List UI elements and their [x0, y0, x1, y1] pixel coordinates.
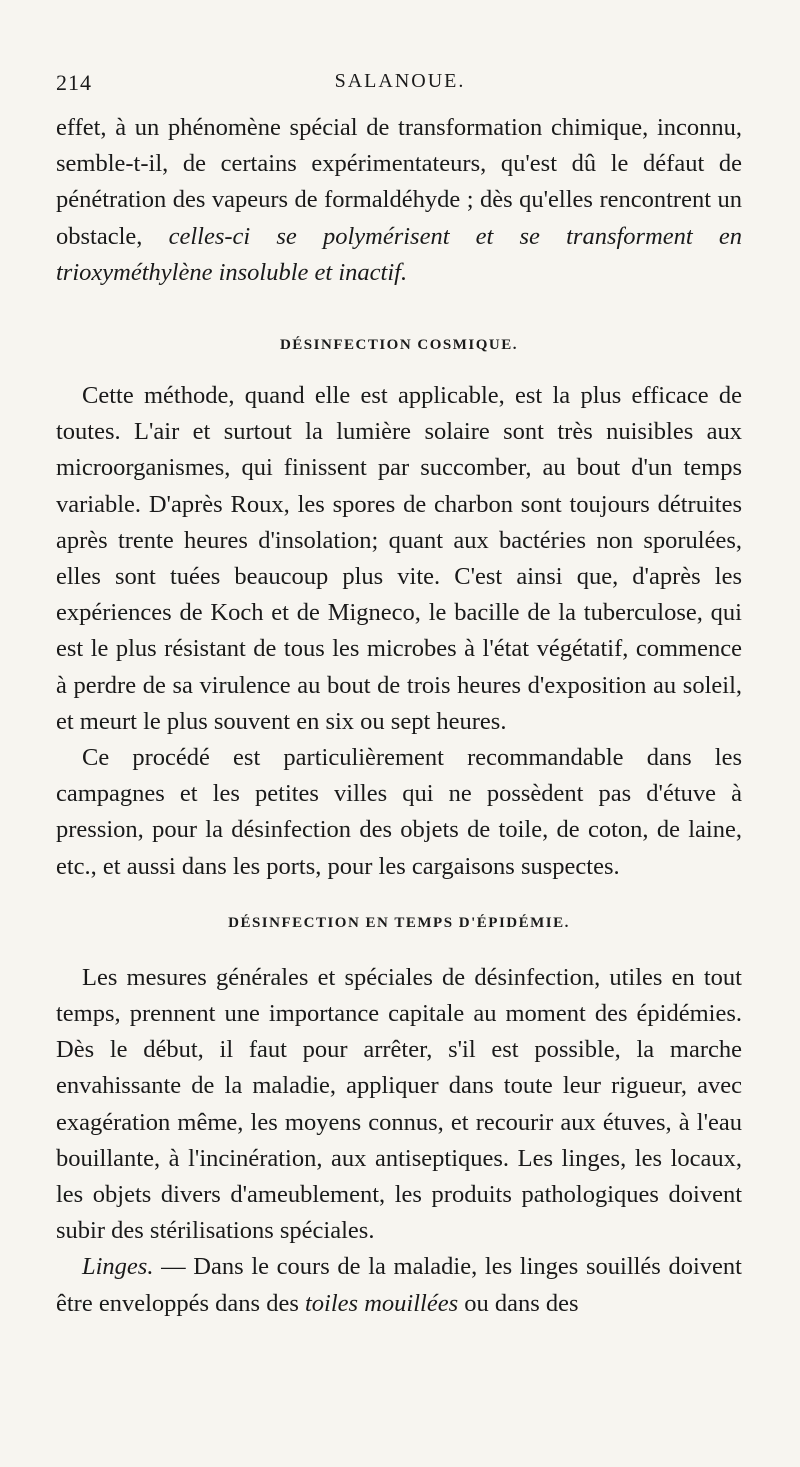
- paragraph-methode: Cette méthode, quand elle est applicable, est la plus efficace de toutes. L'air et surtout la lumière solaire sont très nuisibles aux microorganismes, qui finissent par succomber, au bout d'un temps variable. D'après Roux, les spores de charbon sont toujours détruites après trente heures d'insolation; quant aux bactéries non sporulées, elles sont tuées beaucoup plus vite. C'est ainsi que, d'après les expériences de Koch et de Migneco, le bacille de la tuberculose, qui est le plus résistant de tous les microbes à l'état végétatif, commence à perdre de sa virulence au bout de trois heures d'exposition au soleil, et meurt le plus souvent en six ou sept heures.: [56, 382, 742, 735]
- paragraph-mesures: Les mesures générales et spéciales de désinfection, utiles en tout temps, prennent une importance capitale au moment des épidémies. Dès le début, il faut pour arrêter, s'il est possible, la marche envahissante de la maladie, appliquer dans toute leur rigueur, avec exagération même, les moyens connus, et recourir aux étuves, à l'eau bouillante, à l'incinération, aux antiseptiques. Les linges, les locaux, les objets divers d'ameublement, les produits pathologiques doivent subir des stérilisations spéciales.: [56, 963, 742, 1245]
- paragraph-text: ou dans des: [458, 1289, 579, 1317]
- section-title-cosmique: DÉSINFECTION COSMIQUE.: [279, 337, 519, 354]
- italic-phrase: celles-ci se polymérisent et se transforment en trioxyméthylène insoluble et inactif.: [56, 222, 742, 286]
- page-body: [56, 110, 742, 1322]
- page-header: [56, 70, 744, 100]
- page-number: 214: [56, 70, 92, 95]
- paragraph-text: effet, à un phénomène spécial de transformation chimique, inconnu, semble-t-il, de certains expérimentateurs, qu'est dû le défaut de pénétration des vapeurs de formaldéhyde ; dès qu'elles rencontrent un obstacle,: [56, 114, 742, 250]
- paragraph-procede: Ce procédé est particulièrement recommandable dans les campagnes et les petites villes qui ne possèdent pas d'étuve à pression, pour la désinfection des objets de toile, de coton, de laine, etc., et aussi dans les ports, pour les cargaisons suspectes.: [56, 744, 742, 880]
- paragraph-continuation: [56, 110, 742, 291]
- italic-phrase: toiles mouillées: [305, 1289, 459, 1317]
- paragraph-text: — Dans le cours de la maladie, les linges souillés doivent être enveloppés dans des: [56, 1253, 742, 1317]
- running-title: SALANOUE.: [334, 70, 466, 92]
- paragraph-linges: [56, 1249, 742, 1321]
- italic-lead: Linges.: [82, 1253, 154, 1281]
- section-title-epidemie: DÉSINFECTION EN TEMPS D'ÉPIDÉMIE.: [228, 914, 570, 931]
